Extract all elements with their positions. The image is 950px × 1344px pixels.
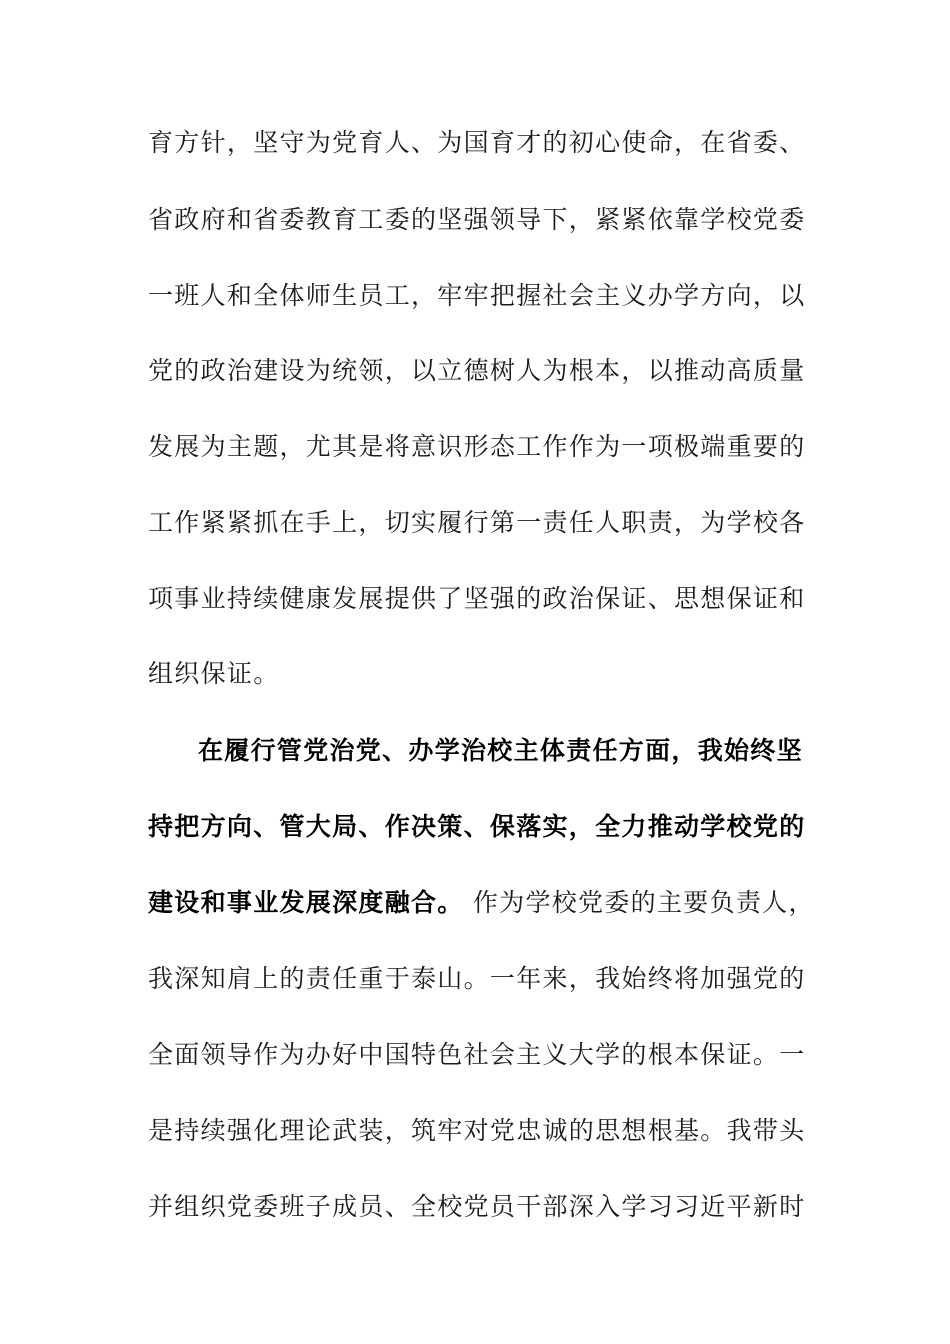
paragraph1-line-3: 一班人和全体师生员工，牢牢把握社会主义办学方向，以 [148, 281, 806, 310]
paragraph2-line-4: 我深知肩上的责任重于泰山。一年来，我始终将加强党的 [148, 964, 806, 993]
paragraph2-bold-line-1: 在履行管党治党、办学治校主体责任方面，我始终坚 [198, 736, 803, 765]
paragraph1-line-8: 组织保证。 [148, 659, 280, 688]
paragraph1-line-7: 项事业持续健康发展提供了坚强的政治保证、思想保证和 [148, 584, 806, 613]
paragraph1-line-4: 党的政治建设为统领，以立德树人为根本，以推动高质量 [148, 356, 806, 385]
paragraph1-line-6: 工作紧紧抓在手上，切实履行第一责任人职责，为学校各 [148, 508, 806, 537]
paragraph2-line-5: 全面领导作为办好中国特色社会主义大学的根本保证。一 [148, 1040, 806, 1069]
paragraph1-line-5: 发展为主题，尤其是将意识形态工作作为一项极端重要的 [148, 432, 806, 461]
paragraph1-line-1: 育方针，坚守为党育人、为国育才的初心使命，在省委、 [148, 128, 806, 157]
paragraph2-bold-line-2: 持把方向、管大局、作决策、保落实，全力推动学校党的 [148, 812, 806, 841]
paragraph1-line-2: 省政府和省委教育工委的坚强领导下，紧紧依靠学校党委 [148, 205, 806, 234]
paragraph2-normal-sentence: 作为学校党委的主要负责人， [463, 888, 815, 917]
paragraph2-bold-sentence: 建设和事业发展深度融合。 [148, 888, 464, 917]
paragraph2-mixed-line [148, 883, 815, 923]
paragraph2-line-6: 是持续强化理论武装，筑牢对党忠诚的思想根基。我带头 [148, 1116, 806, 1145]
paragraph2-line-7: 并组织党委班子成员、全校党员干部深入学习习近平新时 [148, 1192, 806, 1221]
